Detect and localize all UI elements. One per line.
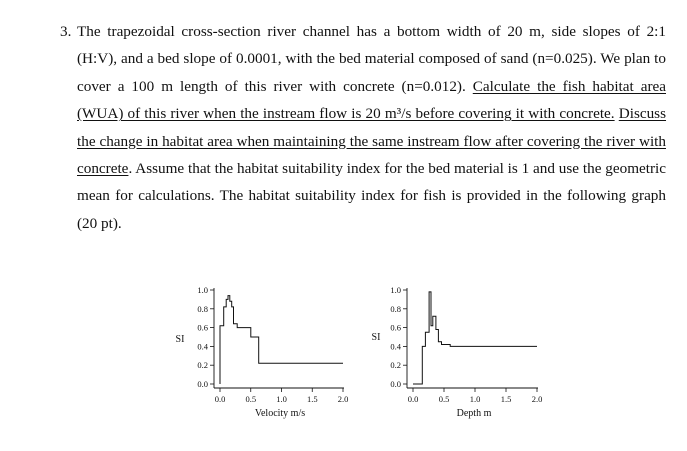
x-tick-label: 1.0: [276, 394, 287, 404]
x-axis-label: Velocity m/s: [254, 408, 306, 419]
problem-number: 3.: [60, 23, 72, 40]
y-tick-label: 0.4: [390, 341, 401, 352]
problem-text-part-3: . Assume that the habitat suitability index for the bed material is 1 and use the geometric mean for calculations. The habitat suitability index for fish is provided in the following graph (20 pt).: [77, 160, 666, 232]
y-tick-label: 1.0: [197, 285, 208, 295]
x-tick-label: 1.5: [306, 394, 318, 404]
depth-si-chart: [350, 278, 560, 428]
y-tick-label: 0.2: [390, 360, 401, 371]
velocity-si-chart: [160, 278, 370, 428]
y-tick-label: 0.8: [197, 303, 208, 314]
y-tick-label: 0.6: [197, 322, 208, 333]
velocity-si-line: [220, 296, 343, 384]
x-tick-label: 0.5: [438, 394, 450, 404]
problem-text: [77, 18, 666, 237]
x-tick-label: 0.0: [214, 394, 226, 404]
y-tick-label: 0.6: [390, 322, 401, 333]
depth-si-line: [413, 292, 537, 384]
underlined-task-calculate: Calculate the fish habitat area (WUA) of this river when the instream flow is 20 m³/s before covering it with concrete.: [77, 77, 666, 123]
y-tick-label: 0.8: [390, 303, 401, 314]
x-tick-label: 1.5: [500, 394, 512, 404]
y-tick-label: 0.0: [197, 379, 208, 389]
y-tick-label: 0.2: [197, 360, 208, 371]
problem-text-part-1: The trapezoidal cross-section river channel has a bottom width of 20 m, side slopes of 2:1 (H:V), and a bed slope of 0.0001, with the bed material composed of sand (n=0.025). We plan to cover a 100 m length of this river with concrete (n=0.012).: [77, 23, 666, 95]
y-tick-label: 1.0: [390, 285, 401, 295]
y-axis-label: SI: [175, 334, 185, 345]
x-tick-label: 0.5: [245, 394, 257, 404]
y-axis-label: SI: [371, 332, 381, 343]
x-tick-label: 0.0: [407, 394, 419, 404]
problem-3: [60, 18, 666, 237]
underlined-task-discuss: Discuss the change in habitat area when maintaining the same instream flow after covering the river with concrete: [77, 105, 667, 178]
y-tick-label: 0.4: [197, 341, 208, 352]
x-tick-label: 2.0: [337, 394, 349, 404]
x-tick-label: 2.0: [531, 394, 543, 404]
x-axis-label: Depth m: [456, 408, 492, 419]
y-tick-label: 0.0: [390, 379, 401, 389]
x-tick-label: 1.0: [469, 394, 481, 404]
